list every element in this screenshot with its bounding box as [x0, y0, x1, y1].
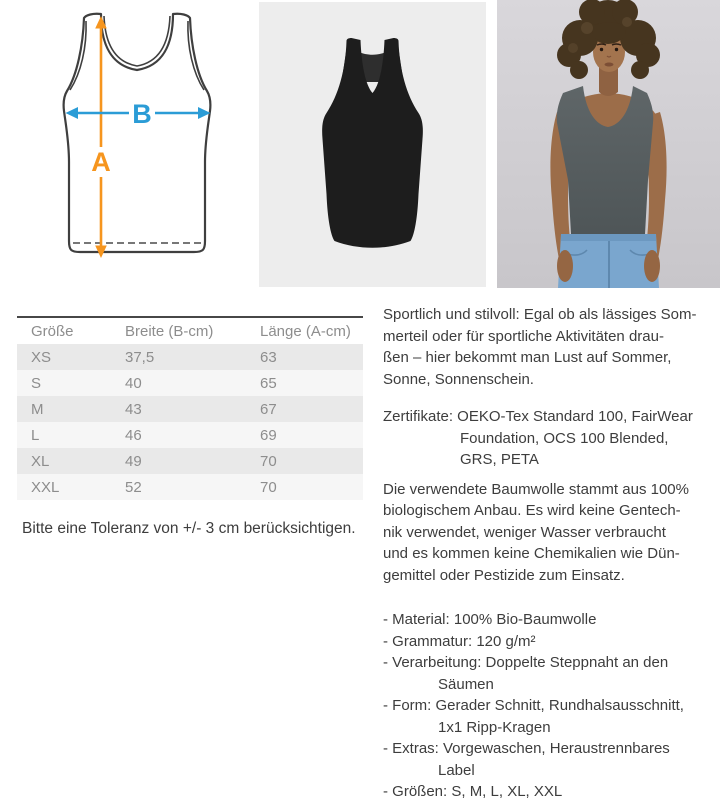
- text-line: ßen – hier bekommt man Lust auf Sommer,: [383, 349, 672, 366]
- description-paragraph: [383, 406, 720, 471]
- model-photo: [497, 0, 720, 288]
- text-line: Sonne, Sonnenschein.: [383, 370, 534, 388]
- table-cell: XXL: [31, 478, 60, 496]
- table-cell: 67: [260, 400, 277, 418]
- text-line: Die verwendete Baumwolle stammt aus 100%: [383, 480, 689, 498]
- text-line: nik verwendet, weniger Wasser verbraucht: [383, 523, 666, 541]
- label-a: A: [91, 147, 111, 177]
- table-row: [17, 448, 363, 474]
- table-row: [17, 344, 363, 370]
- model-wearing-tank-image: [497, 0, 720, 288]
- text-line: - Grammatur: 120 g/m²: [383, 632, 536, 650]
- text-line: Foundation, OCS 100 Blended,: [460, 429, 669, 447]
- description-paragraph: [383, 479, 720, 587]
- table-cell: XL: [31, 452, 50, 470]
- text-line: - Verarbeitung: Doppelte Steppnaht an den: [383, 654, 669, 671]
- description: [383, 304, 720, 803]
- measurement-diagram-image: [20, 0, 232, 285]
- table-cell: 49: [125, 452, 142, 470]
- jeans: [558, 234, 659, 288]
- table-cell: 43: [125, 400, 142, 418]
- size-table: [17, 316, 363, 500]
- table-cell: 37,5: [125, 348, 155, 366]
- text-line: biologischem Anbau. Es wird keine Gentech-: [383, 502, 681, 519]
- text-line: - Größen: S, M, L, XL, XXL: [383, 783, 563, 800]
- table-cell: 46: [125, 426, 142, 444]
- tank-measurement-diagram-icon: [20, 0, 232, 285]
- text-line: 1x1 Ripp-Kragen: [438, 718, 551, 736]
- size-table-body: [17, 344, 363, 500]
- text-line: Säumen: [438, 675, 494, 693]
- size-table-header-row: [17, 317, 363, 344]
- column-header-length: Länge (A-cm): [260, 322, 351, 340]
- table-row: [17, 474, 363, 500]
- table-cell: XS: [31, 348, 52, 366]
- table-row: [17, 396, 363, 422]
- text-line: und es kommen keine Chemikalien wie Dün-: [383, 545, 680, 562]
- table-row: [17, 370, 363, 396]
- table-cell: 65: [260, 374, 277, 392]
- text-line: Zertifikate: OEKO-Tex Standard 100, FairWear: [383, 408, 693, 425]
- size-table-section: [17, 316, 363, 500]
- description-paragraph: [383, 609, 720, 803]
- table-cell: 52: [125, 478, 142, 496]
- table-cell: 70: [260, 478, 277, 496]
- table-cell: S: [31, 374, 42, 392]
- text-line: - Extras: Vorgewaschen, Heraustrennbares: [383, 740, 670, 757]
- table-cell: 63: [260, 348, 277, 366]
- column-header-width: Breite (B-cm): [125, 322, 214, 340]
- table-cell: 69: [260, 426, 277, 444]
- table-row: [17, 422, 363, 448]
- table-cell: L: [31, 426, 40, 444]
- text-line: Label: [438, 761, 475, 779]
- table-cell: M: [31, 400, 44, 418]
- text-line: - Form: Gerader Schnitt, Rundhalsausschnitt,: [383, 697, 684, 714]
- text-line: gemittel oder Pestizide zum Einsatz.: [383, 566, 625, 584]
- table-cell: 40: [125, 374, 142, 392]
- tolerance-note: Bitte eine Toleranz von +/- 3 cm berücksichtigen.: [22, 520, 356, 537]
- text-line: GRS, PETA: [460, 451, 539, 468]
- description-paragraph: [383, 304, 720, 390]
- black-tank-top-image: [259, 2, 486, 287]
- column-header-size: Größe: [31, 322, 74, 340]
- product-photo-black-tank: [259, 2, 486, 287]
- text-line: - Material: 100% Bio-Baumwolle: [383, 611, 597, 628]
- text-line: merteil oder für sportliche Aktivitäten drau-: [383, 327, 664, 345]
- table-cell: 70: [260, 452, 277, 470]
- text-line: Sportlich und stilvoll: Egal ob als lässiges Som-: [383, 306, 697, 323]
- label-b: B: [132, 99, 152, 129]
